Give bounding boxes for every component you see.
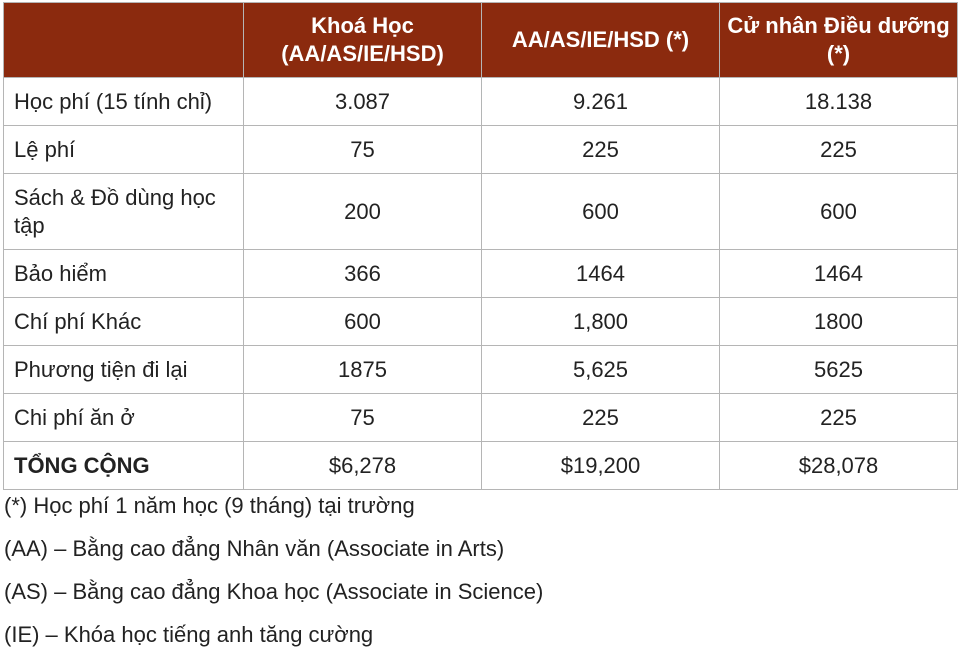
header-cell-khoa-hoc: [244, 3, 482, 78]
header-cell-aa-as: AA/AS/IE/HSD (*): [482, 3, 720, 78]
cell-value: 75: [244, 394, 482, 442]
table-row: [4, 346, 958, 394]
cell-value: 18.138: [720, 78, 958, 126]
cell-value: 200: [244, 174, 482, 250]
cell-value: 1800: [720, 298, 958, 346]
footnote: (AA) – Bằng cao đẳng Nhân văn (Associate in Arts): [4, 536, 505, 561]
table-row: [4, 250, 958, 298]
cell-value: 600: [720, 174, 958, 250]
footnotes: [4, 492, 954, 664]
cell-value: 225: [482, 394, 720, 442]
cell-value: 600: [244, 298, 482, 346]
cell-value: 1464: [482, 250, 720, 298]
cell-value: 5625: [720, 346, 958, 394]
cell-value: 1875: [244, 346, 482, 394]
cell-value: 9.261: [482, 78, 720, 126]
header-cell-cu-nhan: [720, 3, 958, 78]
cell-value: 5,625: [482, 346, 720, 394]
row-label: Học phí (15 tính chỉ): [4, 78, 244, 126]
table-row: [4, 126, 958, 174]
cell-value: 1,800: [482, 298, 720, 346]
total-value: $6,278: [244, 442, 482, 490]
row-label: Chi phí ăn ở: [4, 394, 244, 442]
cell-value: 75: [244, 126, 482, 174]
footnote: (*) Học phí 1 năm học (9 tháng) tại trường: [4, 493, 415, 518]
header-cu-nhan-line1: Cử nhân Điều dưỡng: [727, 13, 950, 38]
cell-value: 366: [244, 250, 482, 298]
row-label: Phương tiện đi lại: [4, 346, 244, 394]
footnote: (IE) – Khóa học tiếng anh tăng cường: [4, 622, 374, 647]
total-value: $28,078: [720, 442, 958, 490]
table-row: [4, 78, 958, 126]
cell-value: 225: [720, 126, 958, 174]
footnote: (AS) – Bằng cao đẳng Khoa học (Associate in Science): [4, 579, 544, 604]
table-row: [4, 174, 958, 250]
row-label: Bảo hiểm: [4, 250, 244, 298]
fee-table: [3, 2, 958, 490]
header-cu-nhan-line2: (*): [826, 41, 851, 66]
total-row: [4, 442, 958, 490]
total-value: $19,200: [482, 442, 720, 490]
cell-value: 600: [482, 174, 720, 250]
table-row: [4, 394, 958, 442]
total-label: TỔNG CỘNG: [4, 442, 244, 490]
header-row: [4, 3, 958, 78]
cell-value: 225: [720, 394, 958, 442]
header-khoa-hoc-line2: (AA/AS/IE/HSD): [281, 41, 444, 66]
row-label: Lệ phí: [4, 126, 244, 174]
row-label: Sách & Đồ dùng học tập: [4, 174, 244, 250]
header-cell-empty: [4, 3, 244, 78]
cell-value: 225: [482, 126, 720, 174]
cell-value: 3.087: [244, 78, 482, 126]
row-label: Chí phí Khác: [4, 298, 244, 346]
table-row: [4, 298, 958, 346]
header-khoa-hoc-line1: Khoá Học: [311, 13, 414, 38]
cell-value: 1464: [720, 250, 958, 298]
